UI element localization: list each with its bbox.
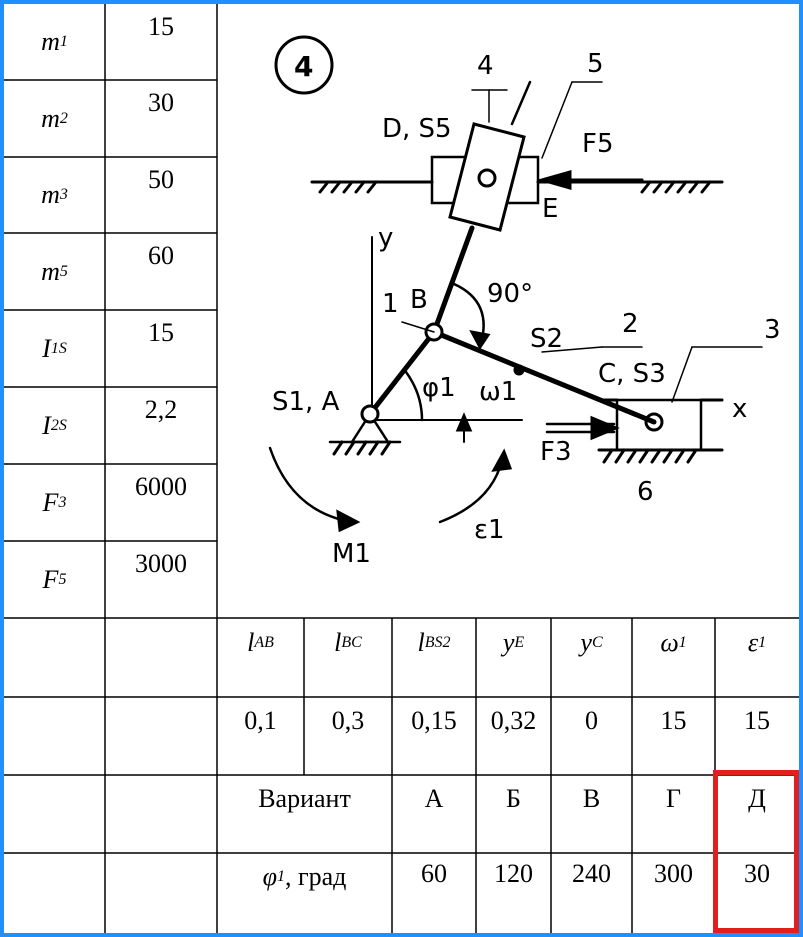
param-symbol: m 3 [41, 180, 68, 209]
geometry-value: 0,1 [244, 706, 277, 735]
label-3: 3 [764, 315, 781, 345]
label-F3: F3 [540, 437, 572, 467]
param-symbol: m 2 [41, 103, 68, 133]
label-E: E [542, 194, 559, 224]
label-x: x [732, 394, 748, 424]
label-angle: 90° [487, 279, 534, 309]
variant-letter: Г [665, 784, 682, 813]
variant-label: Вариант [258, 784, 351, 813]
phi-value: 60 [421, 859, 447, 888]
geometry-value: 0 [585, 706, 598, 735]
phi-value: 30 [744, 859, 770, 888]
label-phi1: φ1 [422, 373, 456, 403]
param-symbol: F 3 [42, 487, 67, 517]
variant-letter: В [582, 784, 601, 813]
label-D: D, S5 [382, 114, 452, 144]
label-y: y [378, 223, 394, 253]
geometry-header: y E [502, 628, 525, 657]
phi-label: φ 1 , град [262, 862, 347, 891]
param-symbol: F 5 [42, 564, 67, 594]
param-value: 50 [148, 165, 174, 194]
geometry-header: l AB [247, 628, 274, 657]
geometry-value: 0,32 [490, 706, 537, 735]
variant-letter: А [424, 784, 444, 813]
geometry-header: y C [580, 628, 603, 657]
param-value: 6000 [135, 472, 187, 501]
param-symbol: m 5 [41, 256, 68, 286]
geometry-value: 0,15 [411, 706, 457, 735]
geometry-header: ε 1 [747, 628, 767, 657]
param-value: 30 [148, 88, 174, 117]
label-S2: S2 [530, 324, 564, 354]
geometry-value: 15 [660, 706, 687, 735]
phi-value: 120 [494, 859, 533, 888]
label-1: 1 [382, 289, 399, 319]
label-6: 6 [637, 477, 654, 507]
param-symbol: I 1S [42, 333, 67, 363]
label-2: 2 [622, 309, 639, 339]
param-value: 3000 [135, 549, 187, 578]
label-C: C, S3 [598, 359, 666, 389]
label-omega1: ω1 [479, 377, 518, 407]
label-eps1: ε1 [474, 515, 505, 545]
variant-letter: Д [748, 784, 766, 813]
geometry-value: 15 [744, 706, 770, 735]
label-F5: F5 [582, 129, 614, 159]
label-A: S1, A [272, 387, 340, 417]
label-5: 5 [587, 49, 604, 79]
figure-number: 4 [294, 50, 314, 83]
param-symbol: I 2S [42, 410, 67, 440]
variant-letter: Б [506, 784, 521, 813]
param-symbol: m 1 [41, 27, 68, 56]
param-value: 15 [148, 12, 174, 41]
param-value: 60 [148, 241, 174, 270]
mechanism-diagram [219, 6, 799, 618]
label-B: B [410, 285, 428, 315]
geometry-header: l BC [334, 628, 362, 657]
label-M1: M1 [332, 539, 371, 569]
geometry-value: 0,3 [331, 706, 365, 735]
param-value: 2,2 [144, 395, 178, 424]
param-value: 15 [148, 318, 174, 347]
label-4: 4 [477, 51, 494, 81]
geometry-header: ω 1 [660, 628, 687, 657]
phi-value: 240 [572, 859, 611, 888]
geometry-header: l BS2 [417, 628, 451, 657]
phi-value: 300 [654, 859, 693, 888]
variant-highlight [713, 770, 799, 933]
